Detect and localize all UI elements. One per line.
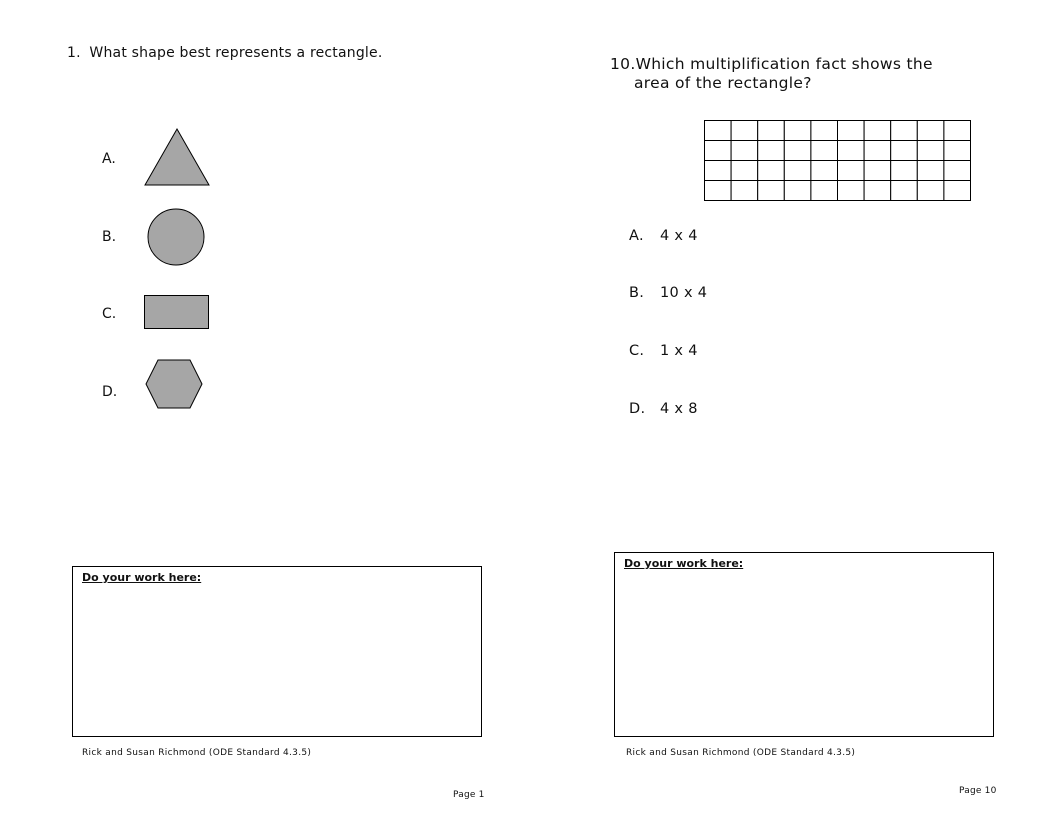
option-d[interactable] — [629, 401, 698, 417]
option-text: 10 x 4 — [660, 285, 708, 301]
grid-cell — [864, 141, 891, 161]
grid-cell — [731, 141, 758, 161]
grid-cell — [944, 181, 971, 201]
grid-cell — [838, 121, 865, 141]
question-text: Which multiplification fact shows the — [635, 55, 933, 73]
grid-cell — [758, 141, 785, 161]
grid-cell — [891, 181, 918, 201]
grid-cell — [891, 161, 918, 181]
question-10 — [610, 55, 933, 93]
grid-cell — [891, 141, 918, 161]
question-line-2: area of the rectangle? — [634, 74, 812, 92]
triangle-icon — [144, 128, 210, 186]
option-text: 1 x 4 — [660, 343, 698, 359]
question-number: 1. — [67, 45, 81, 61]
hexagon-icon — [145, 359, 203, 409]
grid-cell — [705, 181, 732, 201]
grid-cell — [864, 121, 891, 141]
grid-cell — [731, 181, 758, 201]
grid-cell — [838, 141, 865, 161]
option-letter: B. — [629, 285, 645, 301]
grid-cell — [944, 121, 971, 141]
work-area[interactable] — [72, 566, 482, 737]
page-number: Page 10 — [959, 786, 997, 796]
grid-cell — [864, 161, 891, 181]
work-area[interactable] — [614, 552, 994, 737]
question-text: What shape best represents a rectangle. — [89, 45, 383, 61]
grid-cell — [784, 181, 811, 201]
option-letter: A. — [629, 228, 644, 244]
grid-cell — [784, 161, 811, 181]
option-d-label: D. — [102, 384, 118, 400]
grid-cell — [784, 141, 811, 161]
grid-cell — [917, 121, 944, 141]
option-b-label: B. — [102, 229, 117, 245]
grid-cell — [811, 181, 838, 201]
circle-icon — [147, 208, 205, 266]
question-1 — [67, 45, 382, 61]
work-area-label: Do your work here: — [624, 557, 744, 570]
grid-cell — [917, 141, 944, 161]
grid-cell — [731, 161, 758, 181]
option-letter: C. — [629, 343, 645, 359]
rectangle-icon — [144, 295, 210, 329]
grid-cell — [891, 121, 918, 141]
grid-cell — [944, 141, 971, 161]
grid-cell — [864, 181, 891, 201]
question-number: 10. — [610, 55, 636, 73]
grid-cell — [705, 161, 732, 181]
page-number: Page 1 — [453, 790, 485, 800]
grid-cell — [705, 141, 732, 161]
grid-cell — [811, 121, 838, 141]
grid-cell — [784, 121, 811, 141]
option-letter: D. — [629, 401, 646, 417]
grid-cell — [811, 161, 838, 181]
grid-cell — [758, 161, 785, 181]
option-c-label: C. — [102, 306, 117, 322]
credit-text: Rick and Susan Richmond (ODE Standard 4.3.5) — [626, 748, 856, 758]
area-grid — [704, 120, 972, 201]
option-a[interactable] — [629, 228, 698, 244]
credit-text: Rick and Susan Richmond (ODE Standard 4.3.5) — [82, 748, 312, 758]
grid-cell — [731, 121, 758, 141]
option-a-label: A. — [102, 151, 116, 167]
grid-cell — [811, 141, 838, 161]
option-b[interactable] — [629, 285, 708, 301]
grid-cell — [838, 161, 865, 181]
grid-cell — [944, 161, 971, 181]
question-line-1 — [610, 55, 933, 74]
grid-cell — [758, 121, 785, 141]
option-text: 4 x 4 — [660, 228, 698, 244]
work-area-label: Do your work here: — [82, 571, 202, 584]
grid-cell — [838, 181, 865, 201]
grid-cell — [917, 181, 944, 201]
option-c[interactable] — [629, 343, 698, 359]
grid-cell — [705, 121, 732, 141]
grid-cell — [917, 161, 944, 181]
option-text: 4 x 8 — [660, 401, 698, 417]
grid-cell — [758, 181, 785, 201]
